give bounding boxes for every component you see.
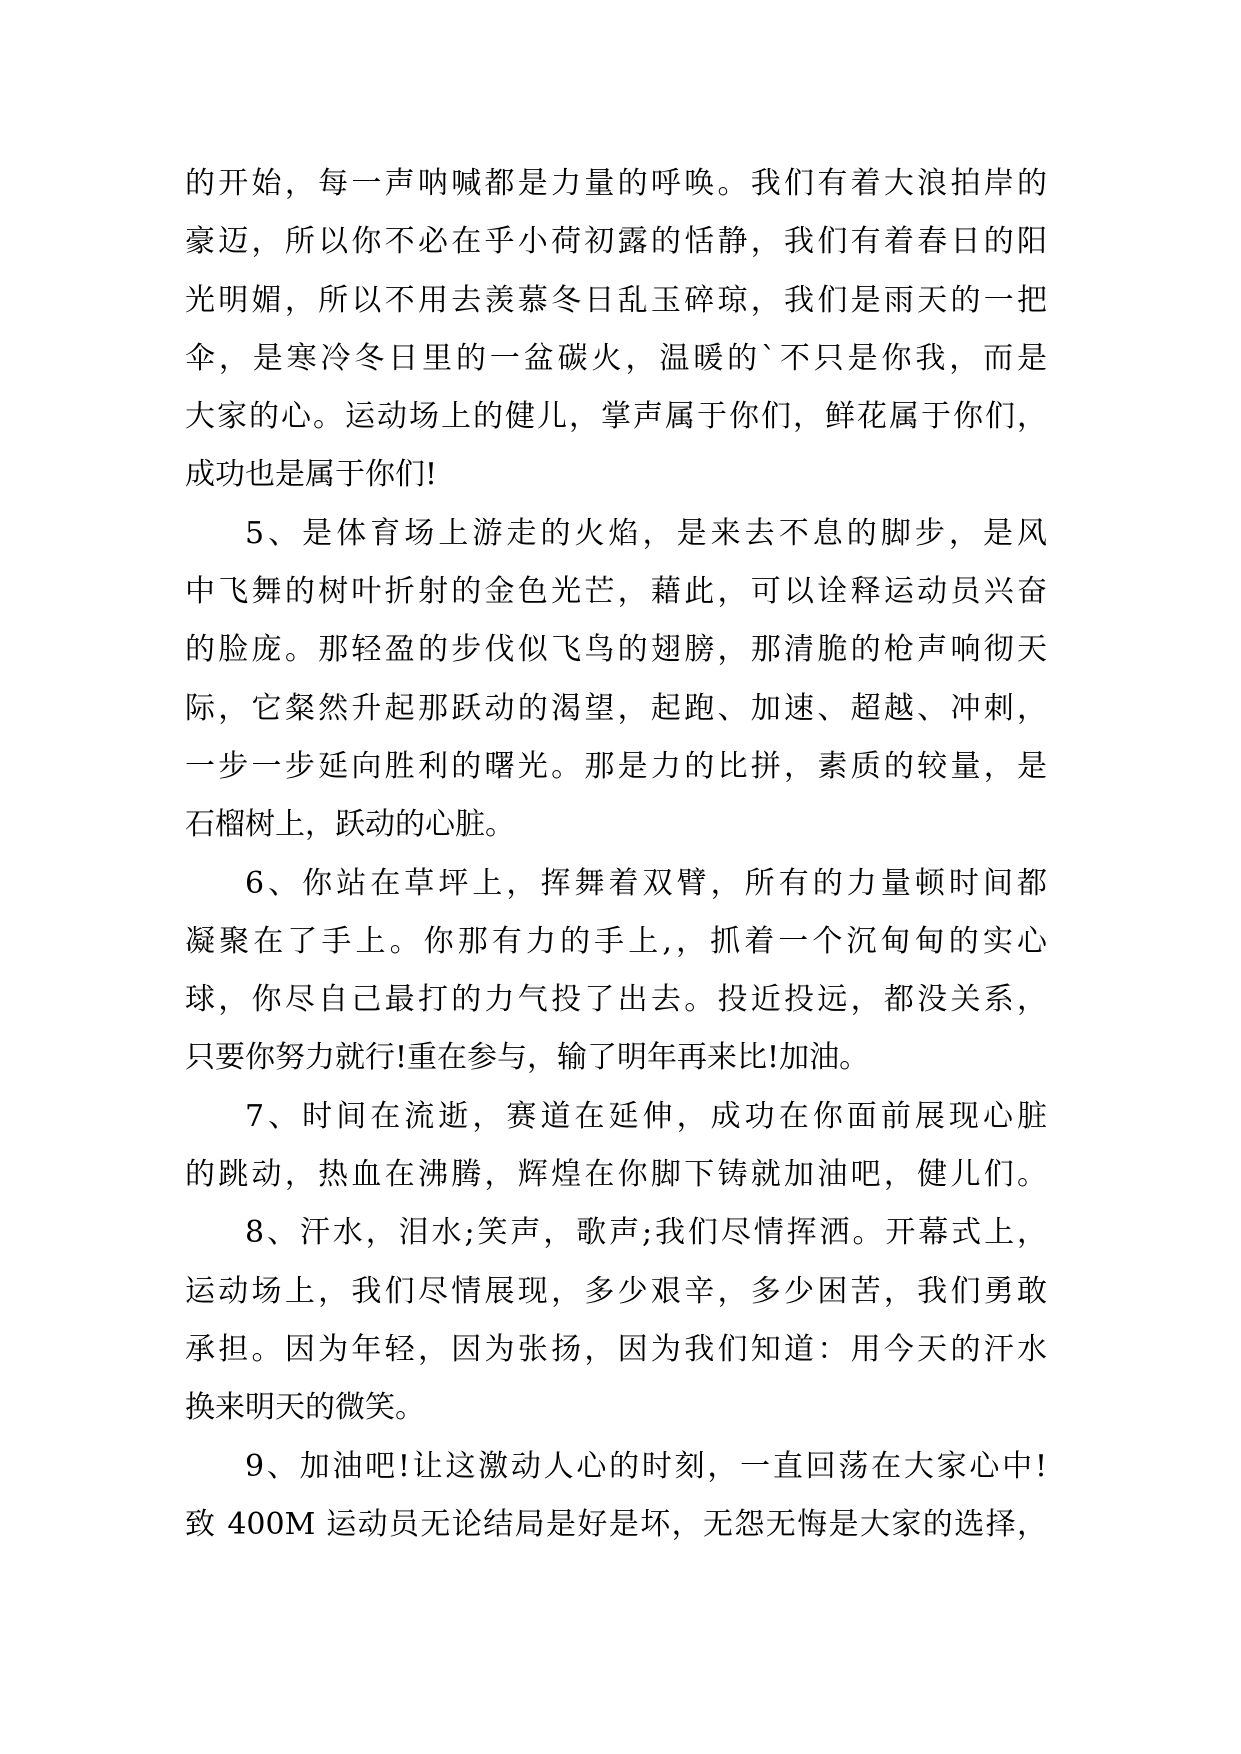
text-line: 的跳动，热血在沸腾，辉煌在你脚下铸就加油吧，健儿们。 [185, 1157, 1047, 1193]
text-line: 中飞舞的树叶折射的金色光芒，藉此，可以诠释运动员兴奋 [185, 574, 1047, 610]
text-line: 一步一步延向胜利的曙光。那是力的比拼，素质的较量，是 [185, 748, 1047, 784]
text-line: 成功也是属于你们! [185, 457, 438, 493]
text-line: 豪迈，所以你不必在乎小荷初露的恬静，我们有着春日的阳 [185, 224, 1047, 260]
text-line: 7、时间在流逝，赛道在延伸，成功在你面前展现心脏 [245, 1098, 1047, 1134]
text-line: 8、汗水，泪水;笑声，歌声;我们尽情挥洒。开幕式上， [245, 1215, 1047, 1251]
text-line: 致 400M 运动员无论结局是好是坏，无怨无悔是大家的选择， [185, 1506, 1047, 1542]
text-line: 承担。因为年轻，因为张扬，因为我们知道：用今天的汗水 [185, 1331, 1047, 1367]
text-line: 际，它粲然升起那跃动的渴望，起跑、加速、超越、冲刺， [185, 690, 1047, 726]
text-line: 伞，是寒冷冬日里的一盆碳火，温暖的`不只是你我，而是 [185, 340, 1047, 376]
text-line: 换来明天的微笑。 [185, 1390, 425, 1426]
text-line: 石榴树上，跃动的心脏。 [185, 807, 515, 843]
text-line: 5、是体育场上游走的火焰，是来去不息的脚步，是风 [245, 515, 1047, 551]
text-line: 凝聚在了手上。你那有力的手上,，抓着一个沉甸甸的实心 [185, 923, 1047, 959]
text-line: 大家的心。运动场上的健儿，掌声属于你们，鲜花属于你们， [185, 399, 1047, 435]
text-line: 光明媚，所以不用去羡慕冬日乱玉碎琼，我们是雨天的一把 [185, 282, 1047, 318]
text-block [185, 155, 1047, 1554]
text-line: 6、你站在草坪上，挥舞着双臂，所有的力量顿时间都 [245, 865, 1047, 901]
text-line: 只要你努力就行!重在参与，输了明年再来比!加油。 [185, 1040, 870, 1076]
text-line: 的开始，每一声呐喊都是力量的呼唤。我们有着大浪拍岸的 [185, 166, 1047, 201]
text-line: 的脸庞。那轻盈的步伐似飞鸟的翅膀，那清脆的枪声响彻天 [185, 632, 1047, 668]
text-line: 9、加油吧!让这激动人心的时刻，一直回荡在大家心中! [245, 1448, 1047, 1484]
text-line: 运动场上，我们尽情展现，多少艰辛，多少困苦，我们勇敢 [185, 1273, 1047, 1309]
text-line: 球，你尽自己最打的力气投了出去。投近投远，都没关系， [185, 982, 1047, 1018]
